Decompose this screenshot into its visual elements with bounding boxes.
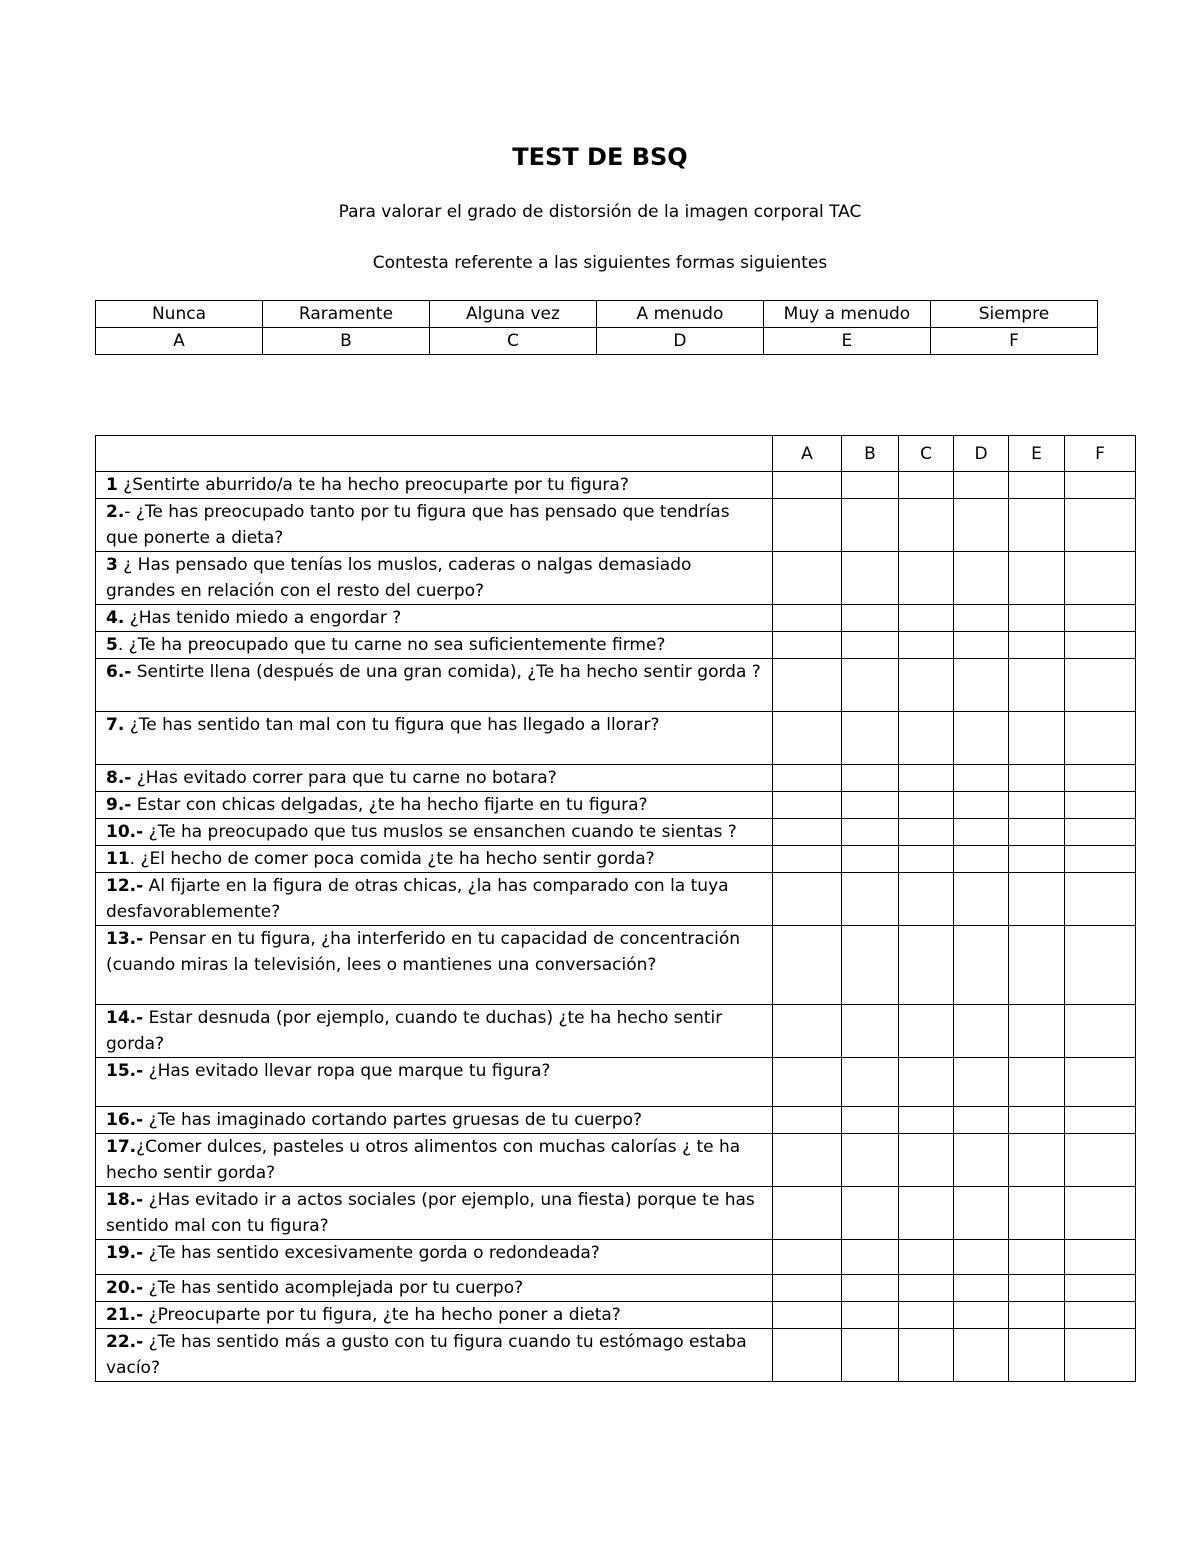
question-text: ¿Te has sentido acomplejada por tu cuerpo? bbox=[143, 1278, 524, 1298]
answer-cell-c[interactable] bbox=[899, 1302, 954, 1329]
answer-cell-a[interactable] bbox=[773, 873, 842, 926]
scale-letter: E bbox=[763, 328, 930, 355]
answer-cell-f[interactable] bbox=[1065, 499, 1136, 552]
scale-letters-row bbox=[96, 328, 1098, 355]
question-number: 20.- bbox=[106, 1278, 144, 1298]
answer-cell-a[interactable] bbox=[773, 472, 842, 499]
question-row bbox=[96, 472, 1136, 499]
instruction-text: Contesta referente a las siguientes formas siguientes bbox=[372, 253, 828, 273]
answer-cell-a[interactable] bbox=[773, 1187, 842, 1240]
answer-cell-a[interactable] bbox=[773, 659, 842, 712]
answer-cell-c[interactable] bbox=[899, 712, 954, 765]
answer-cell-e[interactable] bbox=[1009, 552, 1065, 605]
answer-cell-b[interactable] bbox=[842, 792, 899, 819]
answer-cell-f[interactable] bbox=[1065, 1134, 1136, 1187]
answer-cell-f[interactable] bbox=[1065, 1302, 1136, 1329]
question-row bbox=[96, 819, 1136, 846]
question-text-cell bbox=[96, 1329, 773, 1382]
answer-cell-a[interactable] bbox=[773, 765, 842, 792]
answer-cell-f[interactable] bbox=[1065, 472, 1136, 499]
answer-cell-c[interactable] bbox=[899, 1275, 954, 1302]
answer-cell-d[interactable] bbox=[954, 1329, 1009, 1382]
answer-cell-a[interactable] bbox=[773, 1005, 842, 1058]
question-number: 21.- bbox=[106, 1305, 144, 1325]
answer-cell-e[interactable] bbox=[1009, 632, 1065, 659]
answer-cell-e[interactable] bbox=[1009, 605, 1065, 632]
answer-cell-d[interactable] bbox=[954, 632, 1009, 659]
answer-scale-table bbox=[95, 300, 1098, 355]
answer-cell-c[interactable] bbox=[899, 1005, 954, 1058]
answer-cell-a[interactable] bbox=[773, 712, 842, 765]
question-text: . ¿Te ha preocupado que tu carne no sea suficientemente firme? bbox=[117, 635, 666, 655]
scale-letter: C bbox=[429, 328, 596, 355]
answer-cell-c[interactable] bbox=[899, 1107, 954, 1134]
answer-cell-c[interactable] bbox=[899, 605, 954, 632]
answer-cell-e[interactable] bbox=[1009, 1240, 1065, 1275]
answer-cell-c[interactable] bbox=[899, 632, 954, 659]
question-text-cell bbox=[96, 1058, 773, 1107]
question-text-cell bbox=[96, 1134, 773, 1187]
page-title: TEST DE BSQ bbox=[512, 143, 688, 171]
question-number: 7. bbox=[106, 715, 125, 735]
question-number: 13.- bbox=[106, 929, 144, 949]
answer-cell-c[interactable] bbox=[899, 472, 954, 499]
answer-cell-d[interactable] bbox=[954, 552, 1009, 605]
question-text-cell bbox=[96, 792, 773, 819]
question-row bbox=[96, 1107, 1136, 1134]
question-text: ¿Has tenido miedo a engordar ? bbox=[124, 608, 402, 628]
column-header: E bbox=[1009, 436, 1065, 472]
question-text: ¿Has evitado correr para que tu carne no botara? bbox=[131, 768, 557, 788]
question-text-cell bbox=[96, 819, 773, 846]
answer-cell-c[interactable] bbox=[899, 926, 954, 1005]
question-number: 3 bbox=[106, 555, 118, 575]
question-text-cell bbox=[96, 846, 773, 873]
answer-cell-c[interactable] bbox=[899, 1134, 954, 1187]
answer-cell-b[interactable] bbox=[842, 1107, 899, 1134]
answer-cell-b[interactable] bbox=[842, 926, 899, 1005]
answer-cell-d[interactable] bbox=[954, 1275, 1009, 1302]
question-row bbox=[96, 1302, 1136, 1329]
answer-cell-a[interactable] bbox=[773, 926, 842, 1005]
answer-cell-b[interactable] bbox=[842, 1329, 899, 1382]
answer-cell-f[interactable] bbox=[1065, 632, 1136, 659]
question-text: ¿Preocuparte por tu figura, ¿te ha hecho poner a dieta? bbox=[143, 1305, 621, 1325]
answer-cell-d[interactable] bbox=[954, 846, 1009, 873]
answer-cell-d[interactable] bbox=[954, 712, 1009, 765]
question-row bbox=[96, 1187, 1136, 1240]
scale-labels-row bbox=[96, 301, 1098, 328]
answer-cell-b[interactable] bbox=[842, 873, 899, 926]
answer-cell-d[interactable] bbox=[954, 499, 1009, 552]
question-text-cell bbox=[96, 552, 773, 605]
answer-cell-c[interactable] bbox=[899, 765, 954, 792]
answer-cell-d[interactable] bbox=[954, 792, 1009, 819]
answer-cell-f[interactable] bbox=[1065, 659, 1136, 712]
question-number: 6.- bbox=[106, 662, 132, 682]
question-text: Sentirte llena (después de una gran comida), ¿Te ha hecho sentir gorda ? bbox=[131, 662, 761, 682]
answer-cell-d[interactable] bbox=[954, 1302, 1009, 1329]
column-header: C bbox=[899, 436, 954, 472]
answer-cell-d[interactable] bbox=[954, 1134, 1009, 1187]
question-text-cell bbox=[96, 499, 773, 552]
answer-cell-a[interactable] bbox=[773, 632, 842, 659]
answer-cell-a[interactable] bbox=[773, 1275, 842, 1302]
answer-cell-c[interactable] bbox=[899, 1187, 954, 1240]
answer-cell-c[interactable] bbox=[899, 659, 954, 712]
answer-cell-f[interactable] bbox=[1065, 1058, 1136, 1107]
question-row bbox=[96, 1275, 1136, 1302]
question-row bbox=[96, 552, 1136, 605]
answer-cell-d[interactable] bbox=[954, 926, 1009, 1005]
question-text: ¿Te has sentido más a gusto con tu figura cuando tu estómago estaba vacío? bbox=[106, 1332, 747, 1378]
answer-cell-a[interactable] bbox=[773, 1058, 842, 1107]
answer-cell-e[interactable] bbox=[1009, 926, 1065, 1005]
answer-cell-c[interactable] bbox=[899, 552, 954, 605]
answer-cell-b[interactable] bbox=[842, 1058, 899, 1107]
answer-cell-c[interactable] bbox=[899, 873, 954, 926]
answer-cell-a[interactable] bbox=[773, 1134, 842, 1187]
answer-cell-a[interactable] bbox=[773, 1107, 842, 1134]
scale-label: Muy a menudo bbox=[763, 301, 930, 328]
question-text: ¿Has evitado ir a actos sociales (por ejemplo, una fiesta) porque te has sentido mal con tu figura? bbox=[106, 1190, 755, 1236]
question-text: ¿Te has sentido excesivamente gorda o redondeada? bbox=[143, 1243, 600, 1263]
answer-cell-f[interactable] bbox=[1065, 792, 1136, 819]
answer-cell-c[interactable] bbox=[899, 846, 954, 873]
question-number: 17. bbox=[106, 1137, 137, 1157]
answer-cell-f[interactable] bbox=[1065, 926, 1136, 1005]
answer-cell-b[interactable] bbox=[842, 552, 899, 605]
question-text-cell bbox=[96, 1302, 773, 1329]
answer-cell-e[interactable] bbox=[1009, 1187, 1065, 1240]
answer-cell-b[interactable] bbox=[842, 1005, 899, 1058]
question-text: Pensar en tu figura, ¿ha interferido en tu capacidad de concentración (cuando miras la televisión, lees o mantienes una conversación? bbox=[106, 929, 741, 975]
question-text-cell bbox=[96, 1187, 773, 1240]
question-text: . ¿El hecho de comer poca comida ¿te ha hecho sentir gorda? bbox=[129, 849, 655, 869]
answer-cell-a[interactable] bbox=[773, 605, 842, 632]
question-text: ¿ Has pensado que tenías los muslos, caderas o nalgas demasiado grandes en relación con el resto del cuerpo? bbox=[106, 555, 692, 601]
answer-cell-e[interactable] bbox=[1009, 1107, 1065, 1134]
question-text: - ¿Te has preocupado tanto por tu figura que has pensado que tendrías que ponerte a dieta? bbox=[106, 502, 730, 548]
answer-cell-f[interactable] bbox=[1065, 846, 1136, 873]
answer-cell-b[interactable] bbox=[842, 712, 899, 765]
question-row bbox=[96, 1134, 1136, 1187]
question-row bbox=[96, 792, 1136, 819]
question-text-cell bbox=[96, 712, 773, 765]
answer-cell-e[interactable] bbox=[1009, 846, 1065, 873]
question-number: 2. bbox=[106, 502, 125, 522]
answer-cell-f[interactable] bbox=[1065, 1240, 1136, 1275]
scale-label: Alguna vez bbox=[429, 301, 596, 328]
answer-cell-d[interactable] bbox=[954, 819, 1009, 846]
answer-cell-d[interactable] bbox=[954, 765, 1009, 792]
answer-cell-f[interactable] bbox=[1065, 1187, 1136, 1240]
answer-cell-f[interactable] bbox=[1065, 605, 1136, 632]
answer-cell-b[interactable] bbox=[842, 846, 899, 873]
answer-cell-b[interactable] bbox=[842, 819, 899, 846]
question-number: 14.- bbox=[106, 1008, 144, 1028]
answer-cell-d[interactable] bbox=[954, 1058, 1009, 1107]
scale-letter: B bbox=[262, 328, 429, 355]
question-text: ¿Te ha preocupado que tus muslos se ensanchen cuando te sientas ? bbox=[143, 822, 737, 842]
questionnaire-table bbox=[95, 435, 1136, 1382]
answer-cell-c[interactable] bbox=[899, 792, 954, 819]
answer-cell-b[interactable] bbox=[842, 1302, 899, 1329]
answer-cell-c[interactable] bbox=[899, 499, 954, 552]
question-text: ¿Te has sentido tan mal con tu figura que has llegado a llorar? bbox=[124, 715, 660, 735]
answer-cell-d[interactable] bbox=[954, 1240, 1009, 1275]
question-text-cell bbox=[96, 873, 773, 926]
answer-cell-f[interactable] bbox=[1065, 1107, 1136, 1134]
scale-label: Raramente bbox=[262, 301, 429, 328]
question-row bbox=[96, 659, 1136, 712]
question-text-cell bbox=[96, 605, 773, 632]
answer-cell-a[interactable] bbox=[773, 819, 842, 846]
question-row bbox=[96, 1005, 1136, 1058]
answer-cell-f[interactable] bbox=[1065, 819, 1136, 846]
answer-cell-a[interactable] bbox=[773, 499, 842, 552]
question-text: ¿Sentirte aburrido/a te ha hecho preocuparte por tu figura? bbox=[117, 475, 629, 495]
question-number: 18.- bbox=[106, 1190, 144, 1210]
answer-cell-c[interactable] bbox=[899, 819, 954, 846]
answer-cell-d[interactable] bbox=[954, 873, 1009, 926]
answer-cell-e[interactable] bbox=[1009, 1329, 1065, 1382]
answer-cell-a[interactable] bbox=[773, 1302, 842, 1329]
answer-cell-b[interactable] bbox=[842, 472, 899, 499]
scale-letter: D bbox=[596, 328, 763, 355]
question-row bbox=[96, 873, 1136, 926]
question-row bbox=[96, 605, 1136, 632]
answer-cell-e[interactable] bbox=[1009, 499, 1065, 552]
answer-cell-e[interactable] bbox=[1009, 873, 1065, 926]
question-number: 12.- bbox=[106, 876, 144, 896]
answer-cell-e[interactable] bbox=[1009, 1302, 1065, 1329]
scale-label: Siempre bbox=[930, 301, 1097, 328]
column-header: B bbox=[842, 436, 899, 472]
answer-cell-b[interactable] bbox=[842, 499, 899, 552]
question-text-cell bbox=[96, 472, 773, 499]
answer-cell-d[interactable] bbox=[954, 1187, 1009, 1240]
answer-cell-f[interactable] bbox=[1065, 552, 1136, 605]
column-header: D bbox=[954, 436, 1009, 472]
answer-cell-d[interactable] bbox=[954, 605, 1009, 632]
question-text-cell bbox=[96, 1240, 773, 1275]
answer-cell-a[interactable] bbox=[773, 552, 842, 605]
answer-cell-f[interactable] bbox=[1065, 1329, 1136, 1382]
page-subtitle: Para valorar el grado de distorsión de la imagen corporal TAC bbox=[338, 202, 862, 222]
question-text-cell bbox=[96, 926, 773, 1005]
answer-cell-d[interactable] bbox=[954, 472, 1009, 499]
answer-cell-e[interactable] bbox=[1009, 819, 1065, 846]
answer-cell-b[interactable] bbox=[842, 632, 899, 659]
question-row bbox=[96, 1058, 1136, 1107]
answer-cell-d[interactable] bbox=[954, 1107, 1009, 1134]
column-header: A bbox=[773, 436, 842, 472]
question-text-cell bbox=[96, 1107, 773, 1134]
answer-cell-e[interactable] bbox=[1009, 659, 1065, 712]
question-number: 5 bbox=[106, 635, 118, 655]
answer-cell-f[interactable] bbox=[1065, 712, 1136, 765]
answer-cell-f[interactable] bbox=[1065, 765, 1136, 792]
question-row bbox=[96, 712, 1136, 765]
answer-cell-c[interactable] bbox=[899, 1058, 954, 1107]
question-number: 10.- bbox=[106, 822, 144, 842]
question-text: Estar con chicas delgadas, ¿te ha hecho fijarte en tu figura? bbox=[131, 795, 648, 815]
question-row bbox=[96, 632, 1136, 659]
question-row bbox=[96, 1240, 1136, 1275]
question-number: 11 bbox=[106, 849, 130, 869]
answer-cell-c[interactable] bbox=[899, 1329, 954, 1382]
question-row bbox=[96, 846, 1136, 873]
question-row bbox=[96, 765, 1136, 792]
question-text: Estar desnuda (por ejemplo, cuando te duchas) ¿te ha hecho sentir gorda? bbox=[106, 1008, 723, 1054]
answer-cell-f[interactable] bbox=[1065, 1005, 1136, 1058]
column-header: F bbox=[1065, 436, 1136, 472]
scale-label: A menudo bbox=[596, 301, 763, 328]
answer-cell-e[interactable] bbox=[1009, 1134, 1065, 1187]
question-number: 8.- bbox=[106, 768, 132, 788]
answer-cell-c[interactable] bbox=[899, 1240, 954, 1275]
question-text: ¿Te has imaginado cortando partes gruesas de tu cuerpo? bbox=[143, 1110, 643, 1130]
answer-cell-b[interactable] bbox=[842, 605, 899, 632]
question-number: 9.- bbox=[106, 795, 132, 815]
scale-letter: F bbox=[930, 328, 1097, 355]
answer-cell-e[interactable] bbox=[1009, 1275, 1065, 1302]
question-text-cell bbox=[96, 632, 773, 659]
question-number: 19.- bbox=[106, 1243, 144, 1263]
answer-cell-b[interactable] bbox=[842, 1275, 899, 1302]
scale-label: Nunca bbox=[96, 301, 263, 328]
answer-cell-b[interactable] bbox=[842, 1187, 899, 1240]
question-text-cell bbox=[96, 765, 773, 792]
question-text: ¿Comer dulces, pasteles u otros alimentos con muchas calorías ¿ te ha hecho sentir gorda? bbox=[106, 1137, 741, 1183]
answer-cell-a[interactable] bbox=[773, 846, 842, 873]
question-text-cell bbox=[96, 1275, 773, 1302]
question-header-blank bbox=[96, 436, 773, 472]
question-row bbox=[96, 926, 1136, 1005]
answer-cell-b[interactable] bbox=[842, 1240, 899, 1275]
answer-cell-e[interactable] bbox=[1009, 472, 1065, 499]
answer-cell-a[interactable] bbox=[773, 792, 842, 819]
question-number: 15.- bbox=[106, 1061, 144, 1081]
question-number: 22.- bbox=[106, 1332, 144, 1352]
answer-cell-f[interactable] bbox=[1065, 873, 1136, 926]
answer-cell-a[interactable] bbox=[773, 1240, 842, 1275]
answer-cell-e[interactable] bbox=[1009, 765, 1065, 792]
answer-cell-b[interactable] bbox=[842, 1134, 899, 1187]
answer-cell-f[interactable] bbox=[1065, 1275, 1136, 1302]
questionnaire-header-row bbox=[96, 436, 1136, 472]
question-row bbox=[96, 1329, 1136, 1382]
answer-cell-e[interactable] bbox=[1009, 792, 1065, 819]
answer-cell-d[interactable] bbox=[954, 659, 1009, 712]
answer-cell-e[interactable] bbox=[1009, 1058, 1065, 1107]
answer-cell-a[interactable] bbox=[773, 1329, 842, 1382]
question-text-cell bbox=[96, 1005, 773, 1058]
answer-cell-e[interactable] bbox=[1009, 1005, 1065, 1058]
question-number: 16.- bbox=[106, 1110, 144, 1130]
answer-cell-b[interactable] bbox=[842, 659, 899, 712]
question-text: ¿Has evitado llevar ropa que marque tu figura? bbox=[143, 1061, 551, 1081]
answer-cell-b[interactable] bbox=[842, 765, 899, 792]
question-number: 4. bbox=[106, 608, 125, 628]
question-number: 1 bbox=[106, 475, 118, 495]
question-text-cell bbox=[96, 659, 773, 712]
scale-letter: A bbox=[96, 328, 263, 355]
answer-cell-e[interactable] bbox=[1009, 712, 1065, 765]
question-row bbox=[96, 499, 1136, 552]
question-text: Al fijarte en la figura de otras chicas, ¿la has comparado con la tuya desfavorablemente? bbox=[106, 876, 729, 922]
answer-cell-d[interactable] bbox=[954, 1005, 1009, 1058]
